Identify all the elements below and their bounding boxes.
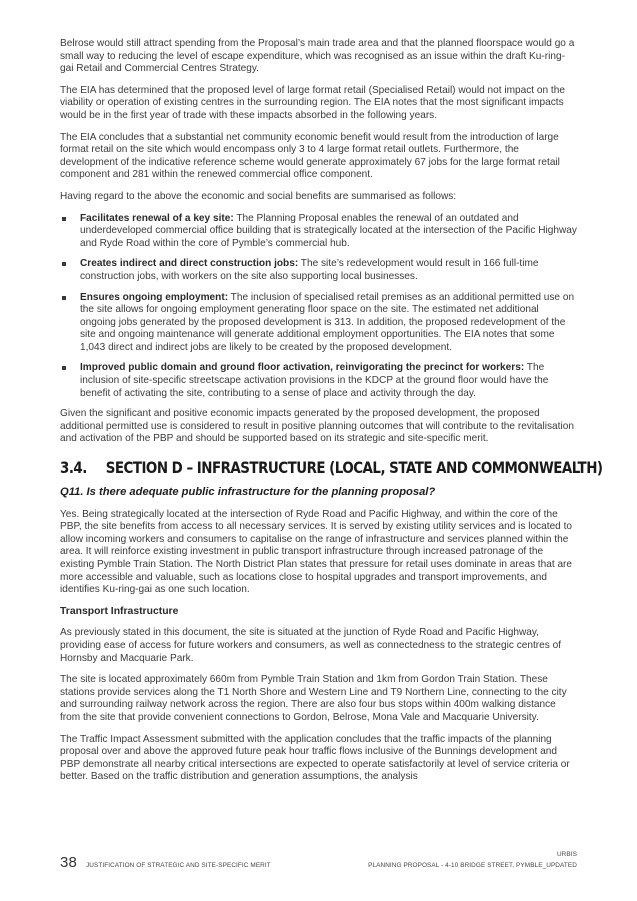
question-heading: Q11. Is there adequate public infrastructure for the planning proposal? [60, 486, 436, 499]
section-title: SECTION D – INFRASTRUCTURE (LOCAL, STATE AND COMMONWEALTH) [105, 459, 603, 478]
paragraph: Yes. Being strategically located at the intersection of Ryde Road and Pacific Highway, and within the core of the PBP, the site benefits from access to all necessary services. It is served by existing utility services and is located to allow incoming workers and consumers to capitalise on the range of infrastructure and services planned within the area. It will reinforce existing investment in public transport infrastructure through increased patronage of the existing Pymble Train Station. The North District Plan states that pressure for retail uses dominate in areas that are more accessible and valuable, such as locations close to hospital upgrades and transport improvements, and identifies Ku-ring-gai as one such location. [60, 508, 573, 596]
bullet-icon [62, 217, 66, 221]
paragraph: Having regard to the above the economic and social benefits are summarised as follows: [60, 190, 457, 202]
list-item [60, 213, 577, 251]
paragraph: The Traffic Impact Assessment submitted with the application concludes that the traffic impacts of the planning proposal over and above the approved future peak hour traffic flows inclusive of the Bunnings development and PBP demonstrate all nearby critical intersections are expected to operate satisfactorily at level of service criteria or better. Based on the traffic distribution and generation assumptions, the analysis [60, 733, 570, 783]
subheading: Transport Infrastructure [60, 605, 179, 617]
page-footer [60, 848, 577, 878]
footer-section-title: JUSTIFICATION OF STRATEGIC AND SITE-SPECIFIC MERIT [86, 862, 271, 869]
item-lead: Ensures ongoing employment: [80, 291, 229, 303]
bullet-icon [62, 262, 66, 266]
item-lead: Creates indirect and direct construction jobs: [80, 258, 299, 270]
paragraph: The EIA has determined that the proposed level of large format retail (Specialised Retail) would not impact on the viability or operation of existing centres in the surrounding region. The EIA notes that the most significant impacts would be in the first year of trade with these impacts absorbed in the following years. [60, 84, 565, 121]
page-number: 38 [60, 854, 77, 871]
item-text: The site’s redevelopment would result in 166 full-time construction jobs, with workers on the site also supporting local businesses. [80, 258, 539, 282]
benefits-list [60, 213, 577, 401]
paragraph: The EIA concludes that a substantial net community economic benefit would result from the introduction of large format retail on the site which would encompass only 3 to 4 large format retail outlets. Furthermore, the development of the indicative reference scheme would generate approximately 67 jobs for the large format retail component and 281 within the renewed commercial office component. [60, 131, 560, 181]
list-item [60, 362, 577, 400]
list-item [60, 258, 577, 283]
item-lead: Facilitates renewal of a key site: [80, 212, 234, 224]
item-lead: Improved public domain and ground floor activation, reinvigorating the precinct for workers: [80, 362, 525, 374]
bullet-icon [62, 296, 66, 300]
bullet-icon [62, 366, 66, 370]
item-text: The inclusion of site-specific streetscape activation provisions in the KDCP at the ground floor would have the benefit of activating the site, contributing to a sense of place and activity through the day. [80, 362, 549, 399]
footer-document-title: PLANNING PROPOSAL - 4-10 BRIDGE STREET, PYMBLE_UPDATED [368, 862, 577, 869]
paragraph: As previously stated in this document, the site is situated at the junction of Ryde Road and Pacific Highway, providing ease of access for future workers and consumers, as well as connectedness to the strategic centres of Hornsby and Macquarie Park. [60, 627, 562, 664]
page-content [60, 38, 603, 793]
item-text: The Planning Proposal enables the renewal of an outdated and underdeveloped commercial office building that is strategically located at the intersection of the Pacific Highway and Ryde Road within the core of Pymble’s commercial hub. [80, 212, 577, 249]
list-item [60, 292, 577, 355]
section-number: 3.4. [60, 459, 87, 478]
paragraph: Given the significant and positive economic impacts generated by the proposed development, the proposed additional permitted use is considered to result in positive planning outcomes that will contribute to the revitalisation and activation of the PBP and should be supported based on its strategic and site-specific merit. [60, 408, 574, 445]
item-text: The inclusion of specialised retail premises as an additional permitted use on the site allows for ongoing employment generating floor space on the site. The estimated net additional ongoing jobs generated by the proposed development is 313. In addition, the proposed redevelopment of the site and ongoing maintenance will generate additional employment opportunities. The EIA notes that some 1,043 direct and indirect jobs are likely to be created by the proposed development. [80, 291, 575, 353]
footer-brand: URBIS [556, 851, 577, 858]
paragraph: Belrose would still attract spending from the Proposal’s main trade area and that the planned floorspace would go a small way to reducing the level of escape expenditure, which was recognised as an issue within the draft Ku-ring-gai Retail and Commercial Centres Strategy. [60, 38, 575, 75]
section-heading [60, 458, 603, 478]
paragraph: The site is located approximately 660m from Pymble Train Station and 1km from Gordon Train Station. These stations provide services along the T1 North Shore and Western Line and T9 Northern Line, connecting to the city and surrounding railway network across the region. There are also four bus stops within 400m walking distance from the site that provide convenient connections to Gordon, Belrose, Mona Vale and Macquarie University. [60, 674, 567, 723]
